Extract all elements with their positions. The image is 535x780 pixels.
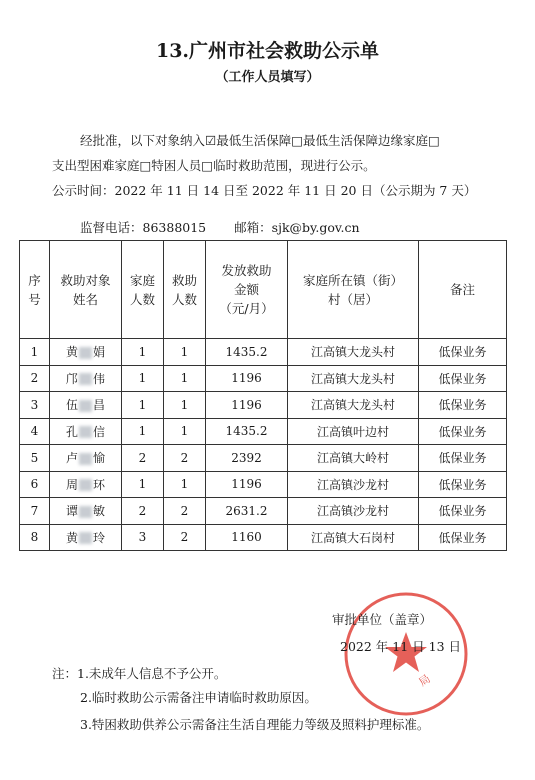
approval-unit: 审批单位（盖章） <box>332 612 433 627</box>
row-number: 8 <box>20 524 50 551</box>
name-surname: 周 <box>65 477 78 492</box>
contact-line <box>80 218 360 236</box>
village: 江高镇大龙头村 <box>288 365 419 392</box>
name-given: 敏 <box>93 504 106 519</box>
column-header: 救助对象 姓名 <box>50 241 122 339</box>
family-size: 2 <box>122 445 164 472</box>
note-2: 2.临时救助公示需备注申请临时救助原因。 <box>80 690 317 705</box>
email-label: 邮箱： <box>234 220 272 235</box>
name-surname: 谭 <box>65 504 78 519</box>
name-surname: 伍 <box>65 398 78 413</box>
phone-label: 监督电话： <box>80 220 143 235</box>
village: 江高镇大岭村 <box>288 445 419 472</box>
aided-count: 1 <box>164 339 206 366</box>
column-header: 备注 <box>419 241 507 339</box>
name-surname: 孔 <box>65 424 78 439</box>
aid-amount: 1196 <box>206 392 288 419</box>
aid-table <box>19 240 507 551</box>
village: 江高镇大龙头村 <box>288 392 419 419</box>
aid-amount: 2631.2 <box>206 498 288 525</box>
table-row <box>20 392 507 419</box>
name-given: 环 <box>93 477 106 492</box>
remark: 低保业务 <box>419 418 507 445</box>
row-number: 3 <box>20 392 50 419</box>
phone-number: 86388015 <box>142 220 207 235</box>
name-surname: 邝 <box>65 371 78 386</box>
name-surname: 黄 <box>65 345 78 360</box>
redacted-name-mask <box>79 400 92 412</box>
column-header: 发放救助 金额 （元/月） <box>206 241 288 339</box>
name-given: 信 <box>93 424 106 439</box>
name-given: 昌 <box>93 398 106 413</box>
village: 江高镇大龙头村 <box>288 339 419 366</box>
name-given: 娟 <box>93 345 106 360</box>
aided-count: 1 <box>164 471 206 498</box>
table-row <box>20 418 507 445</box>
aided-count: 1 <box>164 392 206 419</box>
recipient-name <box>50 392 122 419</box>
row-number: 1 <box>20 339 50 366</box>
village: 江高镇沙龙村 <box>288 498 419 525</box>
name-given: 玲 <box>93 530 106 545</box>
recipient-name <box>50 445 122 472</box>
row-number: 2 <box>20 365 50 392</box>
redacted-name-mask <box>79 347 92 359</box>
name-surname: 卢 <box>65 451 78 466</box>
row-number: 5 <box>20 445 50 472</box>
aided-count: 1 <box>164 365 206 392</box>
column-header: 家庭 人数 <box>122 241 164 339</box>
family-size: 3 <box>122 524 164 551</box>
aid-amount: 2392 <box>206 445 288 472</box>
aid-amount: 1435.2 <box>206 339 288 366</box>
aid-amount: 1435.2 <box>206 418 288 445</box>
row-number: 6 <box>20 471 50 498</box>
recipient-name <box>50 471 122 498</box>
redacted-name-mask <box>79 373 92 385</box>
family-size: 2 <box>122 498 164 525</box>
email-address: sjk@by.gov.cn <box>271 220 360 235</box>
remark: 低保业务 <box>419 524 507 551</box>
intro-line-1: 经批准，以下对象纳入☑最低生活保障□最低生活保障边缘家庭□ <box>80 133 440 148</box>
recipient-name <box>50 524 122 551</box>
redacted-name-mask <box>79 426 92 438</box>
svg-text:局: 局 <box>416 672 433 690</box>
intro-line-2: 支出型困难家庭□特困人员□临时救助范围，现进行公示。 <box>52 158 376 173</box>
redacted-name-mask <box>79 506 92 518</box>
family-size: 1 <box>122 471 164 498</box>
redacted-name-mask <box>79 532 92 544</box>
village: 江高镇沙龙村 <box>288 471 419 498</box>
name-surname: 黄 <box>65 530 78 545</box>
family-size: 1 <box>122 392 164 419</box>
table-row <box>20 498 507 525</box>
note-1: 注：1.未成年人信息不予公开。 <box>52 666 227 681</box>
aided-count: 1 <box>164 418 206 445</box>
remark: 低保业务 <box>419 392 507 419</box>
table-header-row <box>20 241 507 339</box>
aid-amount: 1160 <box>206 524 288 551</box>
aided-count: 2 <box>164 524 206 551</box>
recipient-name <box>50 339 122 366</box>
recipient-name <box>50 365 122 392</box>
remark: 低保业务 <box>419 339 507 366</box>
village: 江高镇叶边村 <box>288 418 419 445</box>
table-row <box>20 524 507 551</box>
redacted-name-mask <box>79 479 92 491</box>
intro-line-3: 公示时间：2022 年 11 日 14 日至 2022 年 11 日 20 日（公示期为 7 天） <box>52 183 477 198</box>
recipient-name <box>50 418 122 445</box>
aid-amount: 1196 <box>206 365 288 392</box>
row-number: 7 <box>20 498 50 525</box>
table-row <box>20 339 507 366</box>
name-given: 愉 <box>93 451 106 466</box>
remark: 低保业务 <box>419 471 507 498</box>
remark: 低保业务 <box>419 445 507 472</box>
note-3: 3.特困救助供养公示需备注生活自理能力等级及照料护理标准。 <box>80 717 430 732</box>
column-header: 家庭所在镇（街） 村（居） <box>288 241 419 339</box>
aided-count: 2 <box>164 445 206 472</box>
table-row <box>20 471 507 498</box>
table-row <box>20 365 507 392</box>
redacted-name-mask <box>79 453 92 465</box>
document-title: 13.广州市社会救助公示单 <box>155 40 380 62</box>
aided-count: 2 <box>164 498 206 525</box>
column-header: 序 号 <box>20 241 50 339</box>
column-header: 救助 人数 <box>164 241 206 339</box>
family-size: 1 <box>122 365 164 392</box>
table-body <box>20 339 507 551</box>
family-size: 1 <box>122 418 164 445</box>
row-number: 4 <box>20 418 50 445</box>
village: 江高镇大石岗村 <box>288 524 419 551</box>
recipient-name <box>50 498 122 525</box>
remark: 低保业务 <box>419 365 507 392</box>
name-given: 伟 <box>93 371 106 386</box>
table-row <box>20 445 507 472</box>
aid-amount: 1196 <box>206 471 288 498</box>
document-subtitle: （工作人员填写） <box>215 70 320 85</box>
remark: 低保业务 <box>419 498 507 525</box>
family-size: 1 <box>122 339 164 366</box>
approval-date: 2022 年 11 日 13 日 <box>340 639 461 654</box>
